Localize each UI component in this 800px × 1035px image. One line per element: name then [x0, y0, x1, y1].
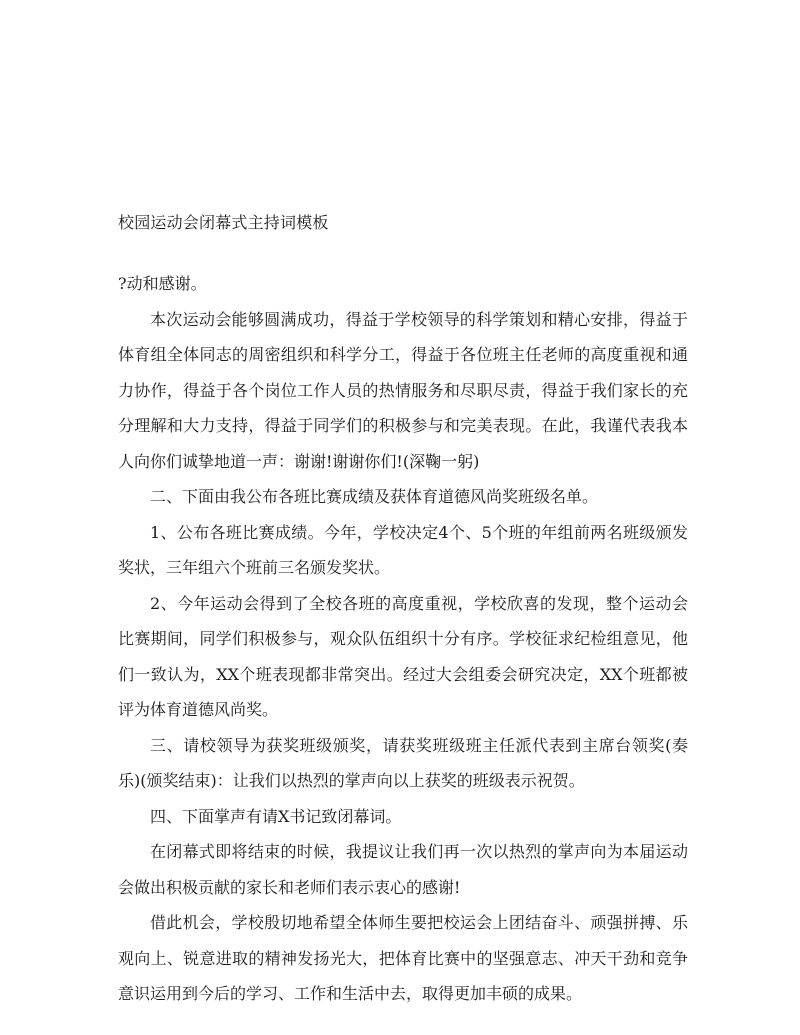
document-body — [118, 266, 688, 1012]
paragraph-thanks: 本次运动会能够圆满成功，得益于学校领导的科学策划和精心安排，得益于体育组全体同志的周密组织和科学分工，得益于各位班主任老师的高度重视和通力协作，得益于各个岗位工作人员的热情服务和尽职尽责，得益于我们家长的充分理解和大力支持，得益于同学们的积极参与和完美表现。在此，我谨代表我本人向你们诚挚地道一声：谢谢!谢谢你们!(深鞠一躬) — [118, 309, 688, 471]
paragraph-opening-fragment: ?动和感谢。 — [118, 274, 207, 293]
paragraph-sportsmanship-award: 2、今年运动会得到了全校各班的高度重视，学校欣喜的发现，整个运动会比赛期间，同学们积极参与，观众队伍组织十分有序。学校征求纪检组意见，他们一致认为，XX个班表现都非常突出。经过大会组委会研究决定，XX个班都被评为体育道德风尚奖。 — [118, 593, 688, 719]
document-title: 校园运动会闭幕式主持词模板 — [118, 213, 329, 232]
paragraph-final-thanks: 在闭幕式即将结束的时候，我提议让我们再一次以热烈的掌声向为本届运动会做出积极贡献的家长和老师们表示衷心的感谢! — [118, 842, 688, 897]
paragraph-section-two-heading: 二、下面由我公布各班比赛成绩及获体育道德风尚奖班级名单。 — [150, 487, 599, 506]
paragraph-results-announcement: 1、公布各班比赛成绩。今年，学校决定4个、5个班的年组前两名班级颁发奖状，三年组六个班前三名颁发奖状。 — [118, 522, 688, 577]
paragraph-hopes: 借此机会，学校殷切地希望全体师生要把校运会上团结奋斗、顽强拼搏、乐观向上、锐意进取的精神发扬光大，把体育比赛中的坚强意志、冲天干劲和竞争意识运用到今后的学习、工作和生活中去，取得更加丰硕的成果。 — [118, 913, 688, 1003]
paragraph-closing-speech-invite: 四、下面掌声有请X书记致闭幕词。 — [150, 806, 402, 826]
paragraph-award-ceremony: 三、请校领导为获奖班级颁奖，请获奖班级班主任派代表到主席台领奖(奏乐)(颁奖结束)：让我们以热烈的掌声向以上获奖的班级表示祝贺。 — [118, 735, 688, 790]
